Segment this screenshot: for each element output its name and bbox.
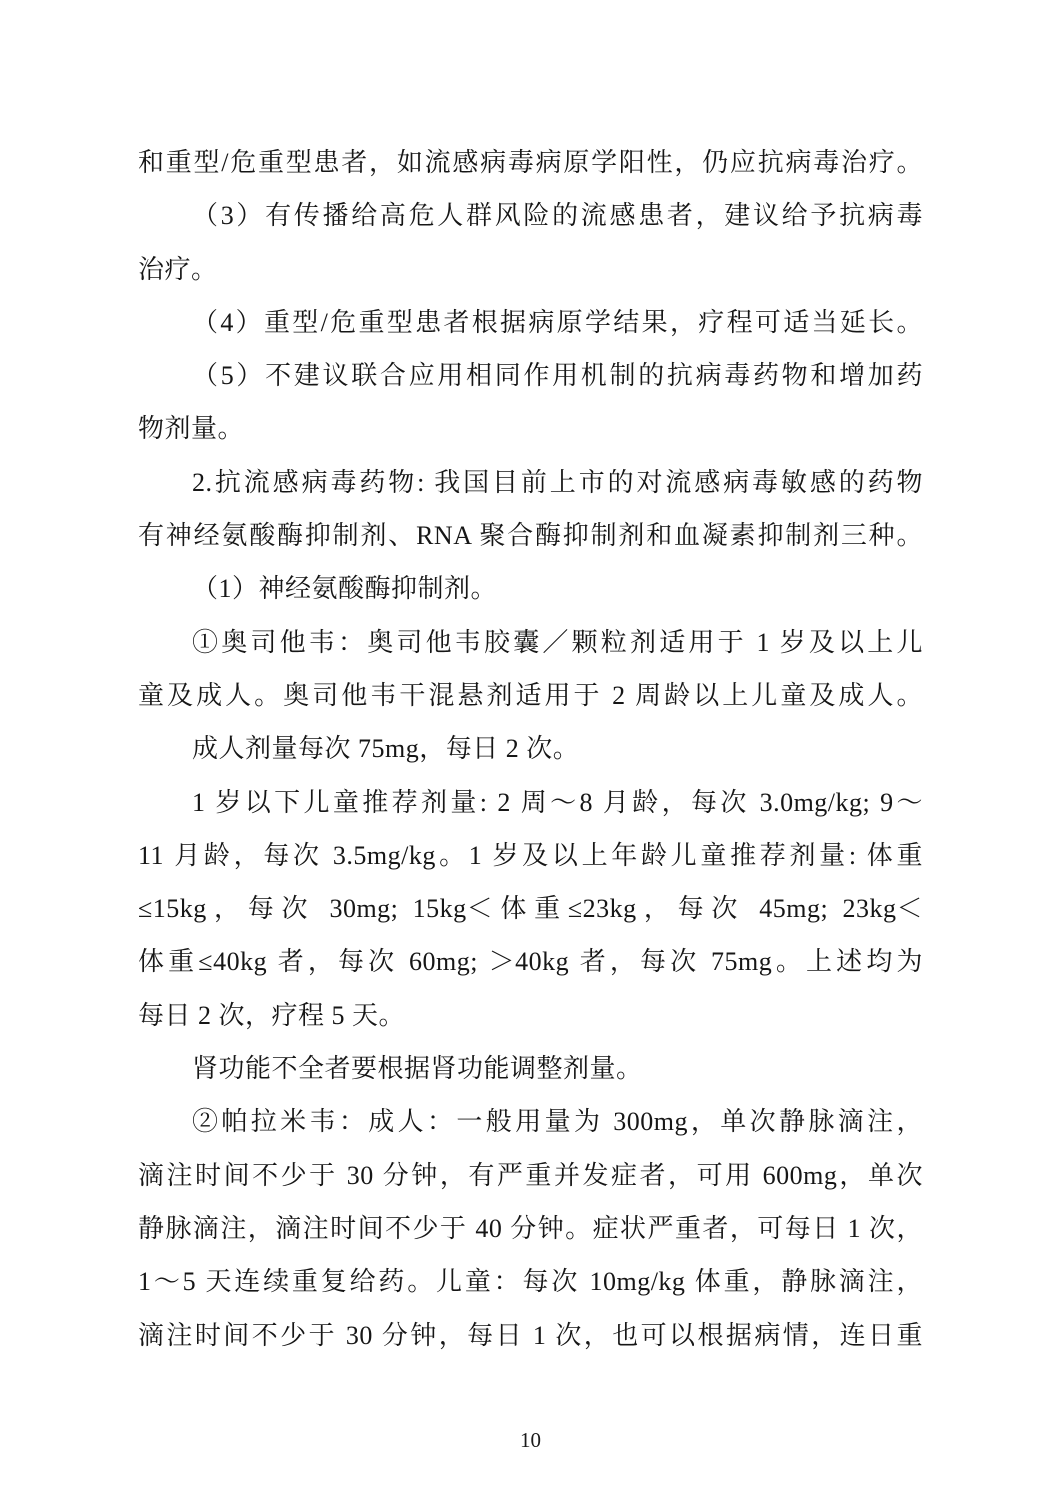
text-line: 成人剂量每次 75mg，每日 2 次。 (192, 734, 580, 764)
text-line: ②帕拉米韦：成人：一般用量为 300mg，单次静脉滴注， (192, 1107, 923, 1137)
text-line: 滴注时间不少于 30 分钟，每日 1 次，也可以根据病情，连日重 (138, 1320, 923, 1350)
text-line: ≤15kg，每次 30mg; 15kg＜体重≤23kg，每次 45mg; 23kg＜ (138, 894, 923, 924)
text-line: 1 岁以下儿童推荐剂量: 2 周～8 月龄，每次 3.0mg/kg; 9～ (192, 787, 923, 817)
text-line: （5）不建议联合应用相同作用机制的抗病毒药物和增加药 (192, 361, 923, 391)
text-line: 1～5 天连续重复给药。儿童：每次 10mg/kg 体重，静脉滴注， (138, 1267, 923, 1297)
text-line: 童及成人。奥司他韦干混悬剂适用于 2 周龄以上儿童及成人。 (138, 680, 923, 710)
text-line: 每日 2 次，疗程 5 天。 (138, 1000, 406, 1030)
text-line: （4）重型/危重型患者根据病原学结果，疗程可适当延长。 (192, 307, 923, 337)
body-text (138, 136, 923, 1362)
page-number: 10 (520, 1428, 541, 1452)
text-line: 滴注时间不少于 30 分钟，有严重并发症者，可用 600mg，单次 (138, 1160, 923, 1190)
text-line: 有神经氨酸酶抑制剂、RNA 聚合酶抑制剂和血凝素抑制剂三种。 (138, 521, 923, 551)
text-line: 物剂量。 (138, 414, 245, 444)
text-line: 体重≤40kg 者，每次 60mg; ＞40kg 者，每次 75mg。上述均为 (138, 947, 923, 977)
text-line: 肾功能不全者要根据肾功能调整剂量。 (192, 1054, 643, 1084)
text-line: 和重型/危重型患者，如流感病毒病原学阳性，仍应抗病毒治疗。 (138, 148, 923, 177)
text-line: 治疗。 (138, 254, 218, 284)
text-line: 11 月龄，每次 3.5mg/kg。1 岁及以上年龄儿童推荐剂量: 体重 (138, 840, 923, 870)
text-line: 2.抗流感病毒药物: 我国目前上市的对流感病毒敏感的药物 (192, 467, 923, 497)
text-line: （3）有传播给高危人群风险的流感患者，建议给予抗病毒 (192, 201, 923, 231)
text-line: （1）神经氨酸酶抑制剂。 (192, 574, 498, 604)
text-line: ①奥司他韦：奥司他韦胶囊／颗粒剂适用于 1 岁及以上儿 (192, 627, 923, 657)
text-line: 静脉滴注，滴注时间不少于 40 分钟。症状严重者，可每日 1 次， (138, 1213, 923, 1243)
